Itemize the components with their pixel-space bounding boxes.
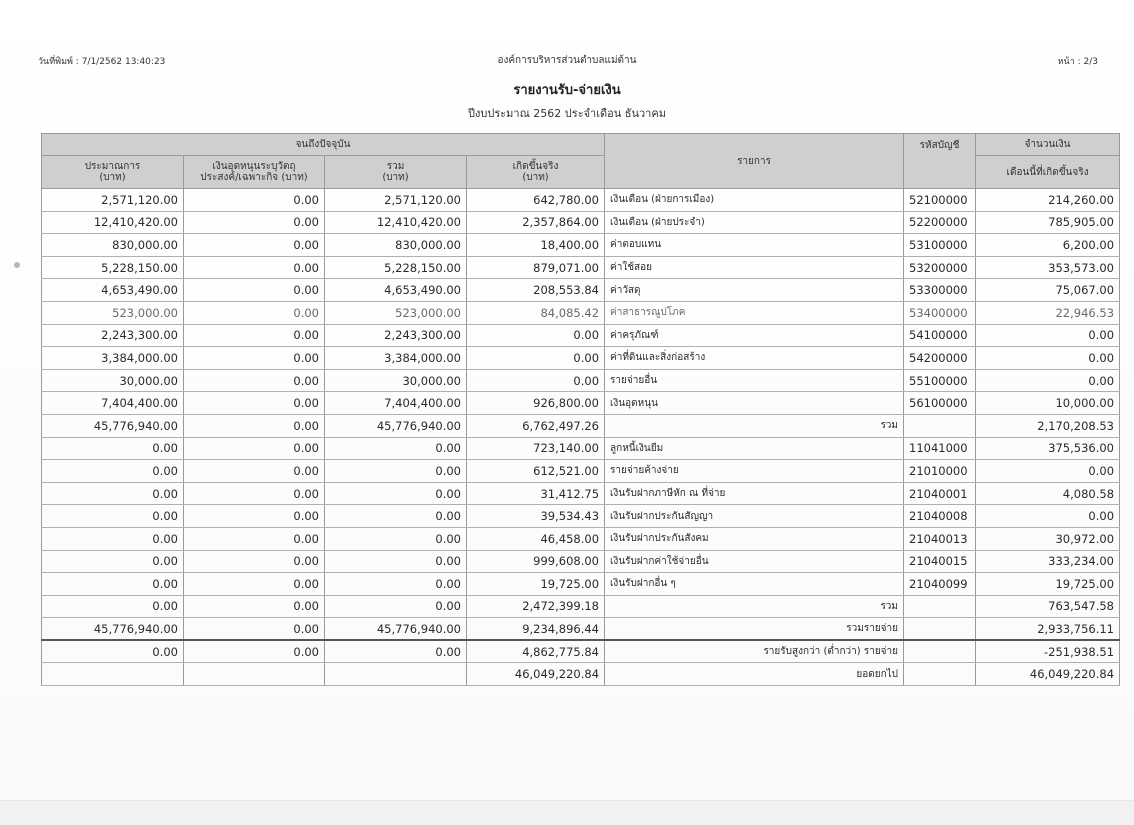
cell-subsidy: 0.00 [184, 640, 325, 663]
table-row [42, 347, 1120, 370]
cell-account-code [904, 414, 976, 437]
cell-total: 0.00 [325, 595, 467, 618]
cell-total: 5,228,150.00 [325, 256, 467, 279]
cell-month-actual: 6,200.00 [976, 234, 1120, 257]
cell-actual: 9,234,896.44 [467, 618, 605, 641]
cell-account-code: 21040008 [904, 505, 976, 528]
table-row [42, 301, 1120, 324]
cell-month-actual: 214,260.00 [976, 189, 1120, 212]
cell-actual: 39,534.43 [467, 505, 605, 528]
cell-subsidy: 0.00 [184, 301, 325, 324]
header-estimate-text: ประมาณการ (บาท) [84, 161, 141, 183]
cell-month-actual: 353,573.00 [976, 256, 1120, 279]
cell-account-code: 21040001 [904, 482, 976, 505]
table-row [42, 573, 1120, 596]
page-bottom-shadow [0, 800, 1134, 825]
table-row [42, 324, 1120, 347]
cell-actual: 612,521.00 [467, 460, 605, 483]
table-row [42, 527, 1120, 550]
cell-item: เงินเดือน (ฝ่ายประจำ) [605, 211, 904, 234]
cell-account-code: 54200000 [904, 347, 976, 370]
cell-item: ค่าวัสดุ [605, 279, 904, 302]
table-row [42, 369, 1120, 392]
cell-estimate: 0.00 [42, 505, 184, 528]
organization-name: องค์การบริหารส่วนตำบลแม่ต้าน [497, 55, 637, 66]
table-row [42, 618, 1120, 641]
cell-total: 0.00 [325, 437, 467, 460]
cell-item: ค่าสาธารณูปโภค [605, 301, 904, 324]
cell-actual: 84,085.42 [467, 301, 605, 324]
cell-month-actual: 0.00 [976, 347, 1120, 370]
cell-subsidy: 0.00 [184, 234, 325, 257]
cell-subsidy: 0.00 [184, 550, 325, 573]
cell-actual: 208,553.84 [467, 279, 605, 302]
cell-account-code: 56100000 [904, 392, 976, 415]
cell-estimate: 523,000.00 [42, 301, 184, 324]
cell-total: 0.00 [325, 482, 467, 505]
cell-summary-label: รายรับสูงกว่า (ต่ำกว่า) รายจ่าย [605, 640, 904, 663]
cell-subsidy: 0.00 [184, 256, 325, 279]
receipt-payment-table [41, 133, 1120, 686]
cell-account-code: 52100000 [904, 189, 976, 212]
cell-total: 523,000.00 [325, 301, 467, 324]
cell-estimate: 0.00 [42, 550, 184, 573]
cell-subsidy [184, 663, 325, 686]
table-row [42, 211, 1120, 234]
cell-total: 0.00 [325, 527, 467, 550]
cell-estimate: 0.00 [42, 460, 184, 483]
cell-actual: 0.00 [467, 347, 605, 370]
cell-item: รายจ่ายค้างจ่าย [605, 460, 904, 483]
cell-total: 45,776,940.00 [325, 414, 467, 437]
cell-actual: 0.00 [467, 324, 605, 347]
cell-total: 2,571,120.00 [325, 189, 467, 212]
cell-estimate: 2,571,120.00 [42, 189, 184, 212]
table-row [42, 595, 1120, 618]
cell-subsidy: 0.00 [184, 505, 325, 528]
cell-estimate: 0.00 [42, 640, 184, 663]
cell-month-actual: 30,972.00 [976, 527, 1120, 550]
cell-total: 30,000.00 [325, 369, 467, 392]
cell-total: 0.00 [325, 640, 467, 663]
cell-account-code: 21040099 [904, 573, 976, 596]
cell-estimate: 0.00 [42, 482, 184, 505]
cell-total: 45,776,940.00 [325, 618, 467, 641]
cell-actual: 6,762,497.26 [467, 414, 605, 437]
cell-estimate: 0.00 [42, 595, 184, 618]
print-date: วันที่พิมพ์ : 7/1/2562 13:40:23 [38, 57, 166, 67]
cell-estimate: 45,776,940.00 [42, 618, 184, 641]
cell-summary-label: รวมรายจ่าย [605, 618, 904, 641]
cell-month-actual: 46,049,220.84 [976, 663, 1120, 686]
cell-actual: 723,140.00 [467, 437, 605, 460]
cell-total: 2,243,300.00 [325, 324, 467, 347]
cell-month-actual: 375,536.00 [976, 437, 1120, 460]
table-row [42, 234, 1120, 257]
cell-account-code [904, 640, 976, 663]
cell-total: 0.00 [325, 505, 467, 528]
header-estimate [42, 156, 184, 189]
header-total [325, 156, 467, 189]
cell-account-code: 53100000 [904, 234, 976, 257]
cell-estimate: 0.00 [42, 437, 184, 460]
header-actual-text: เกิดขึ้นจริง (บาท) [512, 161, 559, 183]
cell-summary-label: รวม [605, 414, 904, 437]
table-row [42, 640, 1120, 663]
cell-month-actual: 0.00 [976, 369, 1120, 392]
cell-estimate: 7,404,400.00 [42, 392, 184, 415]
cell-subsidy: 0.00 [184, 279, 325, 302]
cell-item: เงินรับฝากค่าใช้จ่ายอื่น [605, 550, 904, 573]
cell-item: เงินรับฝากประกันสังคม [605, 527, 904, 550]
table-row [42, 482, 1120, 505]
table-row [42, 460, 1120, 483]
cell-month-actual: 75,067.00 [976, 279, 1120, 302]
cell-month-actual: 4,080.58 [976, 482, 1120, 505]
table-body [42, 189, 1120, 686]
cell-actual: 19,725.00 [467, 573, 605, 596]
header-subsidy [184, 156, 325, 189]
cell-total: 4,653,490.00 [325, 279, 467, 302]
cell-actual: 0.00 [467, 369, 605, 392]
cell-total: 0.00 [325, 460, 467, 483]
cell-account-code: 21040015 [904, 550, 976, 573]
header-item: รายการ [605, 134, 904, 189]
cell-actual: 46,049,220.84 [467, 663, 605, 686]
table-row [42, 256, 1120, 279]
cell-actual: 46,458.00 [467, 527, 605, 550]
cell-subsidy: 0.00 [184, 369, 325, 392]
cell-actual: 2,472,399.18 [467, 595, 605, 618]
header-subsidy-text: เงินอุดหนุนระบุวัตถุ ประสงค์/เฉพาะกิจ (บาท) [200, 161, 308, 183]
cell-estimate: 2,243,300.00 [42, 324, 184, 347]
cell-actual: 31,412.75 [467, 482, 605, 505]
cell-account-code [904, 595, 976, 618]
cell-actual: 4,862,775.84 [467, 640, 605, 663]
cell-subsidy: 0.00 [184, 414, 325, 437]
cell-item: เงินเดือน (ฝ่ายการเมือง) [605, 189, 904, 212]
cell-estimate: 0.00 [42, 527, 184, 550]
cell-summary-label: รวม [605, 595, 904, 618]
cell-estimate: 0.00 [42, 573, 184, 596]
cell-actual: 2,357,864.00 [467, 211, 605, 234]
cell-subsidy: 0.00 [184, 211, 325, 234]
cell-subsidy: 0.00 [184, 595, 325, 618]
cell-total: 0.00 [325, 550, 467, 573]
table-row [42, 392, 1120, 415]
cell-account-code: 21040013 [904, 527, 976, 550]
cell-month-actual: 785,905.00 [976, 211, 1120, 234]
cell-month-actual: 763,547.58 [976, 595, 1120, 618]
cell-summary-label: ยอดยกไป [605, 663, 904, 686]
cell-total: 830,000.00 [325, 234, 467, 257]
cell-account-code: 55100000 [904, 369, 976, 392]
header-account-code: รหัสบัญชี [904, 134, 976, 189]
cell-total: 7,404,400.00 [325, 392, 467, 415]
cell-subsidy: 0.00 [184, 460, 325, 483]
page-number: หน้า : 2/3 [1057, 57, 1098, 67]
cell-account-code [904, 618, 976, 641]
cell-month-actual: 22,946.53 [976, 301, 1120, 324]
table-row [42, 279, 1120, 302]
cell-item: เงินรับฝากประกันสัญญา [605, 505, 904, 528]
cell-estimate: 45,776,940.00 [42, 414, 184, 437]
cell-subsidy: 0.00 [184, 437, 325, 460]
cell-item: ค่าใช้สอย [605, 256, 904, 279]
cell-month-actual: 2,933,756.11 [976, 618, 1120, 641]
cell-item: เงินอุดหนุน [605, 392, 904, 415]
cell-month-actual: -251,938.51 [976, 640, 1120, 663]
table-row [42, 189, 1120, 212]
header-group-current: จนถึงปัจจุบัน [42, 134, 605, 156]
cell-total [325, 663, 467, 686]
cell-subsidy: 0.00 [184, 482, 325, 505]
cell-estimate: 5,228,150.00 [42, 256, 184, 279]
cell-item: รายจ่ายอื่น [605, 369, 904, 392]
table-row [42, 550, 1120, 573]
header-month-actual: เดือนนี้ที่เกิดขึ้นจริง [976, 156, 1120, 189]
cell-item: เงินรับฝากภาษีหัก ณ ที่จ่าย [605, 482, 904, 505]
cell-month-actual: 0.00 [976, 460, 1120, 483]
cell-account-code: 54100000 [904, 324, 976, 347]
cell-item: ค่าตอบแทน [605, 234, 904, 257]
table-row [42, 437, 1120, 460]
header-actual [467, 156, 605, 189]
cell-total: 0.00 [325, 573, 467, 596]
cell-month-actual: 333,234.00 [976, 550, 1120, 573]
cell-subsidy: 0.00 [184, 527, 325, 550]
cell-subsidy: 0.00 [184, 392, 325, 415]
cell-month-actual: 0.00 [976, 505, 1120, 528]
cell-subsidy: 0.00 [184, 324, 325, 347]
punch-hole-mark [14, 262, 20, 268]
cell-total: 12,410,420.00 [325, 211, 467, 234]
cell-account-code: 11041000 [904, 437, 976, 460]
cell-account-code [904, 663, 976, 686]
cell-estimate: 4,653,490.00 [42, 279, 184, 302]
cell-estimate: 30,000.00 [42, 369, 184, 392]
cell-account-code: 53200000 [904, 256, 976, 279]
cell-actual: 18,400.00 [467, 234, 605, 257]
cell-estimate: 12,410,420.00 [42, 211, 184, 234]
cell-estimate: 3,384,000.00 [42, 347, 184, 370]
table-row [42, 663, 1120, 686]
cell-item: เงินรับฝากอื่น ๆ [605, 573, 904, 596]
header-amount: จำนวนเงิน [976, 134, 1120, 156]
cell-month-actual: 0.00 [976, 324, 1120, 347]
cell-month-actual: 2,170,208.53 [976, 414, 1120, 437]
cell-subsidy: 0.00 [184, 189, 325, 212]
cell-item: ค่าครุภัณฑ์ [605, 324, 904, 347]
cell-subsidy: 0.00 [184, 347, 325, 370]
cell-actual: 642,780.00 [467, 189, 605, 212]
cell-item: ค่าที่ดินและสิ่งก่อสร้าง [605, 347, 904, 370]
cell-month-actual: 19,725.00 [976, 573, 1120, 596]
header-total-text: รวม (บาท) [382, 161, 409, 183]
cell-actual: 926,800.00 [467, 392, 605, 415]
cell-account-code: 53400000 [904, 301, 976, 324]
cell-subsidy: 0.00 [184, 573, 325, 596]
cell-estimate [42, 663, 184, 686]
report-title: รายงานรับ-จ่ายเงิน [513, 83, 621, 98]
table-row [42, 414, 1120, 437]
cell-account-code: 52200000 [904, 211, 976, 234]
cell-account-code: 53300000 [904, 279, 976, 302]
cell-account-code: 21010000 [904, 460, 976, 483]
cell-actual: 879,071.00 [467, 256, 605, 279]
report-subtitle: ปีงบประมาณ 2562 ประจำเดือน ธันวาคม [468, 107, 666, 120]
table-row [42, 505, 1120, 528]
cell-item: ลูกหนี้เงินยืม [605, 437, 904, 460]
cell-actual: 999,608.00 [467, 550, 605, 573]
cell-estimate: 830,000.00 [42, 234, 184, 257]
cell-total: 3,384,000.00 [325, 347, 467, 370]
cell-month-actual: 10,000.00 [976, 392, 1120, 415]
cell-subsidy: 0.00 [184, 618, 325, 641]
